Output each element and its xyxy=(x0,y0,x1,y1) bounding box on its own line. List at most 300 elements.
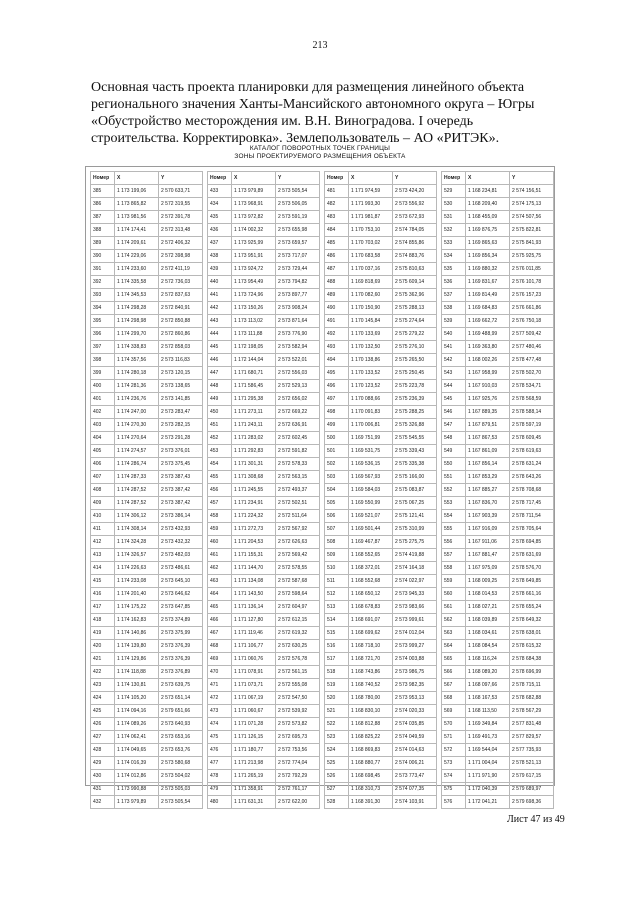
y-coordinate: 2 575 822,81 xyxy=(510,224,554,237)
y-coordinate: 2 574 003,88 xyxy=(393,653,437,666)
x-coordinate: 1 168 167,53 xyxy=(466,692,510,705)
point-number: 571 xyxy=(442,731,466,744)
y-coordinate: 2 573 505,54 xyxy=(159,796,203,809)
y-coordinate: 2 575 276,10 xyxy=(393,341,437,354)
x-coordinate: 1 174 094,16 xyxy=(115,705,159,718)
point-number: 576 xyxy=(442,796,466,809)
point-number: 542 xyxy=(442,354,466,367)
table-row xyxy=(208,224,320,237)
y-coordinate: 2 572 391,78 xyxy=(159,211,203,224)
table-row xyxy=(325,497,437,510)
point-number: 422 xyxy=(91,666,115,679)
table-row xyxy=(91,289,203,302)
y-coordinate: 2 573 424,20 xyxy=(393,185,437,198)
point-number: 567 xyxy=(442,679,466,692)
y-coordinate: 2 578 655,24 xyxy=(510,601,554,614)
table-row xyxy=(325,666,437,679)
x-coordinate: 1 170 132,50 xyxy=(349,341,393,354)
x-coordinate: 1 168 097,66 xyxy=(466,679,510,692)
y-coordinate: 2 572 850,88 xyxy=(159,315,203,328)
point-number: 385 xyxy=(91,185,115,198)
y-coordinate: 2 573 282,15 xyxy=(159,419,203,432)
x-coordinate: 1 170 082,60 xyxy=(349,289,393,302)
y-coordinate: 2 578 534,71 xyxy=(510,380,554,393)
y-coordinate: 2 574 020,33 xyxy=(393,705,437,718)
table-row xyxy=(208,341,320,354)
point-number: 459 xyxy=(208,523,232,536)
point-number: 543 xyxy=(442,367,466,380)
x-coordinate: 1 168 089,20 xyxy=(466,666,510,679)
x-coordinate: 1 174 270,30 xyxy=(115,419,159,432)
point-number: 530 xyxy=(442,198,466,211)
y-coordinate: 2 579 617,15 xyxy=(510,770,554,783)
x-coordinate: 1 174 233,60 xyxy=(115,263,159,276)
point-number: 556 xyxy=(442,536,466,549)
x-coordinate: 1 171 358,91 xyxy=(232,783,276,796)
y-coordinate: 2 573 505,03 xyxy=(159,783,203,796)
x-coordinate: 1 171 106,77 xyxy=(232,640,276,653)
x-coordinate: 1 167 867,53 xyxy=(466,432,510,445)
table-row xyxy=(325,445,437,458)
point-number: 418 xyxy=(91,614,115,627)
point-number: 564 xyxy=(442,640,466,653)
table-row xyxy=(325,770,437,783)
y-coordinate: 2 578 649,32 xyxy=(510,614,554,627)
point-number: 456 xyxy=(208,484,232,497)
x-coordinate: 1 171 144,70 xyxy=(232,562,276,575)
point-number: 447 xyxy=(208,367,232,380)
point-number: 541 xyxy=(442,341,466,354)
table-row xyxy=(442,523,554,536)
table-row xyxy=(91,250,203,263)
x-coordinate: 1 174 236,76 xyxy=(115,393,159,406)
y-coordinate: 2 577 735,93 xyxy=(510,744,554,757)
point-number: 574 xyxy=(442,770,466,783)
table-row xyxy=(208,302,320,315)
y-coordinate: 2 572 630,25 xyxy=(276,640,320,653)
table-row xyxy=(208,562,320,575)
y-coordinate: 2 573 647,85 xyxy=(159,601,203,614)
table-row xyxy=(325,185,437,198)
point-number: 548 xyxy=(442,432,466,445)
x-coordinate: 1 171 126,15 xyxy=(232,731,276,744)
coordinate-table-block xyxy=(207,171,320,809)
y-coordinate: 2 574 035,85 xyxy=(393,718,437,731)
x-coordinate: 1 173 111,88 xyxy=(232,328,276,341)
table-row xyxy=(91,770,203,783)
point-number: 453 xyxy=(208,445,232,458)
x-coordinate: 1 171 134,08 xyxy=(232,575,276,588)
point-number: 445 xyxy=(208,341,232,354)
point-number: 562 xyxy=(442,614,466,627)
x-coordinate: 1 173 972,82 xyxy=(232,211,276,224)
table-row xyxy=(91,796,203,809)
x-coordinate: 1 169 876,75 xyxy=(466,224,510,237)
point-number: 405 xyxy=(91,445,115,458)
x-coordinate: 1 171 993,30 xyxy=(349,198,393,211)
y-coordinate: 2 572 774,04 xyxy=(276,757,320,770)
table-row xyxy=(325,224,437,237)
header-x: X xyxy=(349,172,393,185)
table-row xyxy=(325,237,437,250)
y-coordinate: 2 573 120,15 xyxy=(159,367,203,380)
x-coordinate: 1 171 234,91 xyxy=(232,497,276,510)
y-coordinate: 2 573 375,99 xyxy=(159,627,203,640)
point-number: 572 xyxy=(442,744,466,757)
x-coordinate: 1 174 287,33 xyxy=(115,471,159,484)
x-coordinate: 1 173 924,72 xyxy=(232,263,276,276)
point-number: 495 xyxy=(325,367,349,380)
x-coordinate: 1 174 089,26 xyxy=(115,718,159,731)
table-row xyxy=(442,718,554,731)
table-row xyxy=(442,341,554,354)
point-number: 437 xyxy=(208,237,232,250)
x-coordinate: 1 174 299,70 xyxy=(115,328,159,341)
x-coordinate: 1 168 691,07 xyxy=(349,614,393,627)
point-number: 449 xyxy=(208,393,232,406)
y-coordinate: 2 575 925,75 xyxy=(510,250,554,263)
y-coordinate: 2 572 656,02 xyxy=(276,393,320,406)
point-number: 404 xyxy=(91,432,115,445)
x-coordinate: 1 168 830,10 xyxy=(349,705,393,718)
x-coordinate: 1 169 491,73 xyxy=(466,731,510,744)
table-row xyxy=(208,367,320,380)
table-row xyxy=(91,380,203,393)
x-coordinate: 1 168 002,26 xyxy=(466,354,510,367)
table-row xyxy=(91,406,203,419)
x-coordinate: 1 171 295,38 xyxy=(232,393,276,406)
table-row xyxy=(325,367,437,380)
y-coordinate: 2 577 831,48 xyxy=(510,718,554,731)
point-number: 482 xyxy=(325,198,349,211)
table-row xyxy=(91,263,203,276)
point-number: 503 xyxy=(325,471,349,484)
point-number: 536 xyxy=(442,276,466,289)
table-row xyxy=(208,510,320,523)
table-row xyxy=(325,354,437,367)
x-coordinate: 1 173 951,91 xyxy=(232,250,276,263)
y-coordinate: 2 573 640,93 xyxy=(159,718,203,731)
table-row xyxy=(442,705,554,718)
table-row xyxy=(91,315,203,328)
point-number: 494 xyxy=(325,354,349,367)
table-row xyxy=(325,601,437,614)
x-coordinate: 1 167 910,03 xyxy=(466,380,510,393)
y-coordinate: 2 574 883,76 xyxy=(393,250,437,263)
x-coordinate: 1 174 287,52 xyxy=(115,497,159,510)
table-row xyxy=(442,575,554,588)
table-row xyxy=(208,354,320,367)
y-coordinate: 2 578 717,45 xyxy=(510,497,554,510)
x-coordinate: 1 174 139,80 xyxy=(115,640,159,653)
x-coordinate: 1 171 586,45 xyxy=(232,380,276,393)
y-coordinate: 2 574 014,63 xyxy=(393,744,437,757)
table-row xyxy=(208,653,320,666)
point-number: 455 xyxy=(208,471,232,484)
table-row xyxy=(208,406,320,419)
x-coordinate: 1 167 856,14 xyxy=(466,458,510,471)
point-number: 413 xyxy=(91,549,115,562)
x-coordinate: 1 167 925,76 xyxy=(466,393,510,406)
table-row xyxy=(325,302,437,315)
y-coordinate: 2 578 568,59 xyxy=(510,393,554,406)
y-coordinate: 2 572 604,97 xyxy=(276,601,320,614)
table-row xyxy=(208,549,320,562)
table-row xyxy=(208,328,320,341)
table-row xyxy=(442,783,554,796)
x-coordinate: 1 171 073,71 xyxy=(232,679,276,692)
table-row xyxy=(208,718,320,731)
y-coordinate: 2 572 569,42 xyxy=(276,549,320,562)
table-row xyxy=(208,523,320,536)
point-number: 433 xyxy=(208,185,232,198)
table-row xyxy=(91,718,203,731)
y-coordinate: 2 575 335,38 xyxy=(393,458,437,471)
table-row xyxy=(442,380,554,393)
x-coordinate: 1 167 861,09 xyxy=(466,445,510,458)
x-coordinate: 1 168 678,83 xyxy=(349,601,393,614)
point-number: 452 xyxy=(208,432,232,445)
point-number: 436 xyxy=(208,224,232,237)
table-header-row xyxy=(91,172,203,185)
coordinate-table-block xyxy=(324,171,437,809)
x-coordinate: 1 168 698,45 xyxy=(349,770,393,783)
y-coordinate: 2 574 164,18 xyxy=(393,562,437,575)
table-row xyxy=(442,653,554,666)
header-y: Y xyxy=(276,172,320,185)
point-number: 513 xyxy=(325,601,349,614)
x-coordinate: 1 171 301,31 xyxy=(232,458,276,471)
point-number: 533 xyxy=(442,237,466,250)
point-number: 423 xyxy=(91,679,115,692)
y-coordinate: 2 572 406,32 xyxy=(159,237,203,250)
y-coordinate: 2 573 582,94 xyxy=(276,341,320,354)
point-number: 537 xyxy=(442,289,466,302)
table-row xyxy=(91,471,203,484)
y-coordinate: 2 578 502,70 xyxy=(510,367,554,380)
point-number: 399 xyxy=(91,367,115,380)
x-coordinate: 1 173 724,96 xyxy=(232,289,276,302)
point-number: 432 xyxy=(91,796,115,809)
x-coordinate: 1 173 981,56 xyxy=(115,211,159,224)
point-number: 393 xyxy=(91,289,115,302)
y-coordinate: 2 573 486,61 xyxy=(159,562,203,575)
point-number: 471 xyxy=(208,679,232,692)
y-coordinate: 2 578 643,26 xyxy=(510,471,554,484)
x-coordinate: 1 171 273,11 xyxy=(232,406,276,419)
y-coordinate: 2 573 386,14 xyxy=(159,510,203,523)
x-coordinate: 1 170 088,66 xyxy=(349,393,393,406)
point-number: 395 xyxy=(91,315,115,328)
point-number: 463 xyxy=(208,575,232,588)
x-coordinate: 1 174 201,40 xyxy=(115,588,159,601)
y-coordinate: 2 573 138,65 xyxy=(159,380,203,393)
point-number: 398 xyxy=(91,354,115,367)
point-number: 553 xyxy=(442,497,466,510)
point-number: 457 xyxy=(208,497,232,510)
y-coordinate: 2 573 986,75 xyxy=(393,666,437,679)
x-coordinate: 1 168 084,54 xyxy=(466,640,510,653)
x-coordinate: 1 169 856,34 xyxy=(466,250,510,263)
y-coordinate: 2 579 698,36 xyxy=(510,796,554,809)
page-number: 213 xyxy=(312,40,328,51)
point-number: 560 xyxy=(442,588,466,601)
y-coordinate: 2 574 156,51 xyxy=(510,185,554,198)
y-coordinate: 2 575 279,22 xyxy=(393,328,437,341)
table-row xyxy=(91,640,203,653)
y-coordinate: 2 572 529,13 xyxy=(276,380,320,393)
table-row xyxy=(442,679,554,692)
y-coordinate: 2 574 855,86 xyxy=(393,237,437,250)
table-row xyxy=(442,510,554,523)
table-row xyxy=(325,198,437,211)
x-coordinate: 1 168 721,70 xyxy=(349,653,393,666)
x-coordinate: 1 174 233,08 xyxy=(115,575,159,588)
table-row xyxy=(208,796,320,809)
table-row xyxy=(91,276,203,289)
table-row xyxy=(91,328,203,341)
y-coordinate: 2 573 999,61 xyxy=(393,614,437,627)
point-number: 491 xyxy=(325,315,349,328)
y-coordinate: 2 572 539,92 xyxy=(276,705,320,718)
y-coordinate: 2 572 840,91 xyxy=(159,302,203,315)
point-number: 420 xyxy=(91,640,115,653)
x-coordinate: 1 167 836,70 xyxy=(466,497,510,510)
point-number: 483 xyxy=(325,211,349,224)
point-number: 389 xyxy=(91,237,115,250)
table-row xyxy=(442,198,554,211)
y-coordinate: 2 573 646,62 xyxy=(159,588,203,601)
y-coordinate: 2 573 387,43 xyxy=(159,471,203,484)
y-coordinate: 2 576 101,78 xyxy=(510,276,554,289)
table-row xyxy=(91,588,203,601)
y-coordinate: 2 578 597,19 xyxy=(510,419,554,432)
y-coordinate: 2 573 283,47 xyxy=(159,406,203,419)
x-coordinate: 1 174 016,39 xyxy=(115,757,159,770)
table-row xyxy=(325,263,437,276)
x-coordinate: 1 167 885,27 xyxy=(466,484,510,497)
x-coordinate: 1 167 958,99 xyxy=(466,367,510,380)
x-coordinate: 1 174 338,83 xyxy=(115,341,159,354)
y-coordinate: 2 578 567,29 xyxy=(510,705,554,718)
x-coordinate: 1 171 143,50 xyxy=(232,588,276,601)
point-number: 508 xyxy=(325,536,349,549)
y-coordinate: 2 573 375,45 xyxy=(159,458,203,471)
table-row xyxy=(442,367,554,380)
y-coordinate: 2 572 837,63 xyxy=(159,289,203,302)
point-number: 476 xyxy=(208,744,232,757)
point-number: 470 xyxy=(208,666,232,679)
x-coordinate: 1 174 326,57 xyxy=(115,549,159,562)
y-coordinate: 2 578 694,85 xyxy=(510,536,554,549)
table-row xyxy=(325,705,437,718)
y-coordinate: 2 572 567,92 xyxy=(276,523,320,536)
point-number: 428 xyxy=(91,744,115,757)
table-row xyxy=(325,328,437,341)
y-coordinate: 2 577 829,57 xyxy=(510,731,554,744)
y-coordinate: 2 574 419,88 xyxy=(393,549,437,562)
table-row xyxy=(325,614,437,627)
y-coordinate: 2 573 794,82 xyxy=(276,276,320,289)
table-row xyxy=(325,315,437,328)
y-coordinate: 2 576 011,85 xyxy=(510,263,554,276)
y-coordinate: 2 573 776,90 xyxy=(276,328,320,341)
table-row xyxy=(442,770,554,783)
x-coordinate: 1 172 041,21 xyxy=(466,796,510,809)
table-row xyxy=(442,250,554,263)
y-coordinate: 2 573 982,35 xyxy=(393,679,437,692)
point-number: 498 xyxy=(325,406,349,419)
point-number: 439 xyxy=(208,263,232,276)
y-coordinate: 2 575 288,13 xyxy=(393,302,437,315)
table-row xyxy=(208,419,320,432)
point-number: 559 xyxy=(442,575,466,588)
point-number: 510 xyxy=(325,562,349,575)
y-coordinate: 2 578 682,88 xyxy=(510,692,554,705)
table-row xyxy=(208,770,320,783)
x-coordinate: 1 170 133,52 xyxy=(349,367,393,380)
x-coordinate: 1 168 009,25 xyxy=(466,575,510,588)
x-coordinate: 1 171 060,67 xyxy=(232,705,276,718)
table-row xyxy=(91,458,203,471)
table-row xyxy=(208,289,320,302)
table-row xyxy=(208,315,320,328)
point-number: 546 xyxy=(442,406,466,419)
point-number: 448 xyxy=(208,380,232,393)
x-coordinate: 1 168 116,24 xyxy=(466,653,510,666)
x-coordinate: 1 173 979,89 xyxy=(232,185,276,198)
point-number: 401 xyxy=(91,393,115,406)
x-coordinate: 1 170 683,58 xyxy=(349,250,393,263)
table-row xyxy=(325,562,437,575)
x-coordinate: 1 173 968,91 xyxy=(232,198,276,211)
x-coordinate: 1 169 521,07 xyxy=(349,510,393,523)
x-coordinate: 1 171 243,11 xyxy=(232,419,276,432)
x-coordinate: 1 169 818,69 xyxy=(349,276,393,289)
table-row xyxy=(208,263,320,276)
x-coordinate: 1 171 631,31 xyxy=(232,796,276,809)
point-number: 499 xyxy=(325,419,349,432)
x-coordinate: 1 168 743,86 xyxy=(349,666,393,679)
y-coordinate: 2 578 588,14 xyxy=(510,406,554,419)
point-number: 440 xyxy=(208,276,232,289)
table-row xyxy=(442,562,554,575)
table-row xyxy=(91,354,203,367)
x-coordinate: 1 170 150,90 xyxy=(349,302,393,315)
y-coordinate: 2 573 659,57 xyxy=(276,237,320,250)
x-coordinate: 1 174 281,36 xyxy=(115,380,159,393)
point-number: 408 xyxy=(91,484,115,497)
table-row xyxy=(325,380,437,393)
y-coordinate: 2 573 655,98 xyxy=(276,224,320,237)
point-number: 531 xyxy=(442,211,466,224)
x-coordinate: 1 167 975,09 xyxy=(466,562,510,575)
y-coordinate: 2 575 362,96 xyxy=(393,289,437,302)
y-coordinate: 2 572 502,51 xyxy=(276,497,320,510)
table-row xyxy=(91,653,203,666)
table-row xyxy=(91,224,203,237)
y-coordinate: 2 575 288,25 xyxy=(393,406,437,419)
table-row xyxy=(325,575,437,588)
x-coordinate: 1 174 270,64 xyxy=(115,432,159,445)
point-number: 427 xyxy=(91,731,115,744)
point-number: 517 xyxy=(325,653,349,666)
point-number: 406 xyxy=(91,458,115,471)
point-number: 544 xyxy=(442,380,466,393)
point-number: 434 xyxy=(208,198,232,211)
point-number: 396 xyxy=(91,328,115,341)
table-row xyxy=(91,536,203,549)
